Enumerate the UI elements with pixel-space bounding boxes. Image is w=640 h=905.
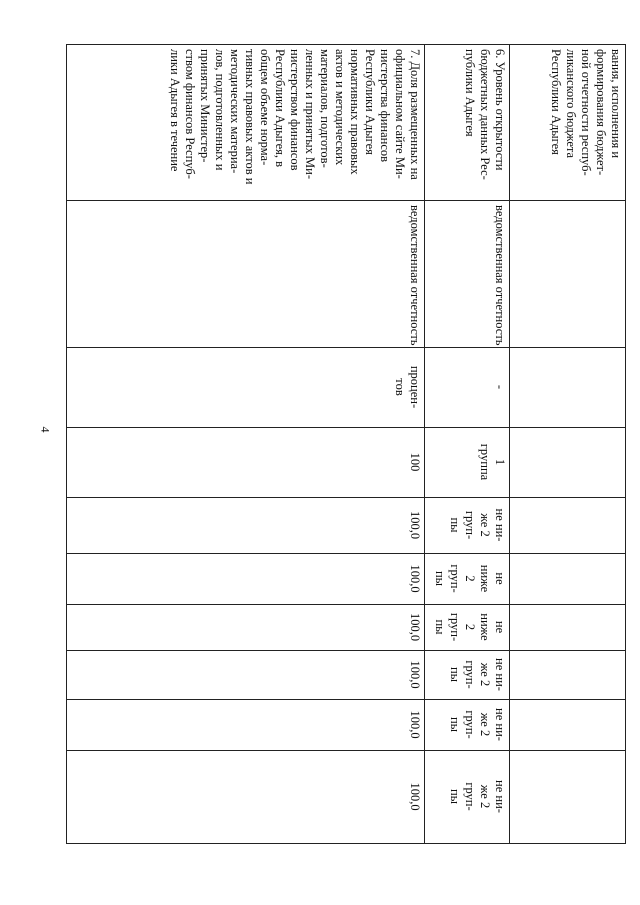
rotated-table bbox=[66, 44, 626, 844]
table-cell: 100 bbox=[408, 452, 422, 472]
table-cell: ведомственная отчетность bbox=[408, 205, 422, 346]
table-cell: 1 группа bbox=[478, 443, 507, 481]
table-cell: 100,0 bbox=[408, 660, 422, 689]
table-cell: не ни- же 2 груп- пы bbox=[448, 508, 507, 542]
table-cell: не ниже 2 груп- пы bbox=[433, 564, 507, 593]
table-cell: 100,0 bbox=[408, 710, 422, 739]
page-number: 4 bbox=[38, 426, 53, 433]
table-cell: процен- тов bbox=[393, 365, 422, 409]
table-cell: не ни- же 2 груп- пы bbox=[448, 780, 507, 813]
table-cell: 100,0 bbox=[408, 782, 422, 811]
table-cell: 100,0 bbox=[408, 612, 422, 642]
table-cell: - bbox=[493, 384, 507, 390]
table-cell: 6. Уровень открытости бюджетных данных Рес- публики Адыгея bbox=[463, 49, 507, 180]
table-cell: 7. Доля размещенных на официальном сайте Ми- нистерства финансов Республики Адыгея нормативных правовых актов и методических материалов, подготов- ленных и принятых Ми- нистерством финансов Республики Адыгея, в общем объеме норма- тивных правовых актов и методических материа- лов, подготовленных и принятых Министер- ством финансов Респуб- лики Адыгея в течение bbox=[168, 49, 422, 185]
table-cell: не ни- же 2 груп- пы bbox=[448, 658, 507, 691]
table-cell: вания, исполнения и формирования бюджет- ной отчетности респуб- ликанского бюджета Республики Адыгея bbox=[549, 49, 623, 176]
table-cell: 100,0 bbox=[408, 564, 422, 593]
table-cell: не ниже 2 груп- пы bbox=[433, 612, 507, 642]
table-cell: не ни- же 2 груп- пы bbox=[448, 708, 507, 741]
table-cell: 100,0 bbox=[408, 510, 422, 540]
table-cell: ведомственная отчетность bbox=[493, 205, 507, 346]
border-right bbox=[66, 843, 626, 844]
